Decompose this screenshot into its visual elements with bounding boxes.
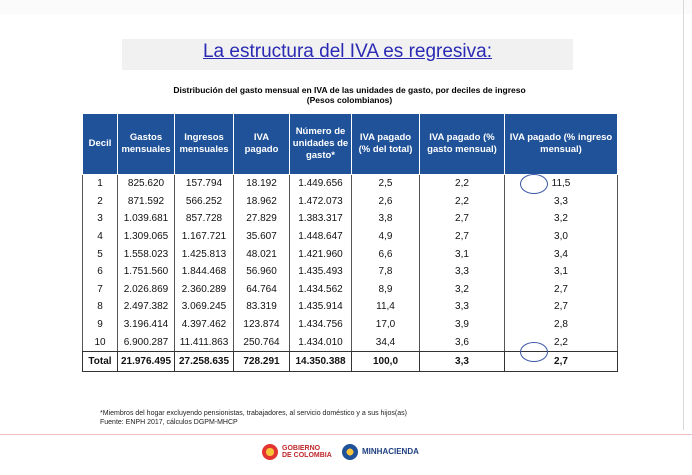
cell-iva-ingreso: 3,0 — [505, 228, 618, 246]
footer-divider — [0, 434, 692, 435]
cell-gastos: 6.900.287 — [118, 333, 175, 351]
cell-iva-total: 34,4 — [352, 333, 420, 351]
cell-decil: 1 — [83, 175, 118, 193]
cell-ingresos: 857.728 — [175, 210, 234, 228]
cell-iva-ingreso: 2,2 — [505, 333, 618, 351]
cell-iva-gasto: 3,3 — [420, 298, 505, 316]
cell-iva: 18.962 — [234, 193, 290, 211]
table-row — [83, 263, 618, 281]
header-gastos: Gastos mensuales — [118, 114, 175, 175]
table-row — [83, 228, 618, 246]
highlight-circle-decil-10 — [520, 342, 548, 362]
iva-table — [82, 113, 618, 372]
cell-unidades: 1.472.073 — [290, 193, 352, 211]
cell-iva-gasto: 2,7 — [420, 228, 505, 246]
gobierno-logo — [262, 444, 332, 460]
cell-unidades: 1.435.914 — [290, 298, 352, 316]
cell-decil: 2 — [83, 193, 118, 211]
header-decil: Decil — [83, 114, 118, 175]
cell-unidades: 1.449.656 — [290, 175, 352, 193]
footnote-note: *Miembros del hogar excluyendo pensionistas, trabajadores, al servicio doméstico y a sus hijos(as) — [100, 410, 407, 417]
footnote — [100, 409, 407, 427]
cell-decil: 7 — [83, 281, 118, 299]
cell-decil: 5 — [83, 245, 118, 263]
cell-decil: 4 — [83, 228, 118, 246]
cell-iva-gasto: 2,7 — [420, 210, 505, 228]
cell-unidades: 1.435.493 — [290, 263, 352, 281]
cell-iva-ingreso: 2,7 — [505, 298, 618, 316]
cell-iva-ingreso: 3,2 — [505, 210, 618, 228]
minhacienda-logo — [342, 444, 419, 460]
table-row — [83, 316, 618, 334]
cell-unidades: 1.434.010 — [290, 333, 352, 351]
gobierno-logo-line2: DE COLOMBIA — [282, 452, 332, 459]
cell-gastos: 2.026.869 — [118, 281, 175, 299]
cell-decil: 8 — [83, 298, 118, 316]
cell-iva-gasto: 2,2 — [420, 193, 505, 211]
top-bar — [0, 0, 692, 14]
cell-gastos: 2.497.382 — [118, 298, 175, 316]
cell-decil: 10 — [83, 333, 118, 351]
cell-ingresos: 11.411.863 — [175, 333, 234, 351]
cell-gastos: 1.309.065 — [118, 228, 175, 246]
cell-ingresos: 1.167.721 — [175, 228, 234, 246]
cell-iva-total: 17,0 — [352, 316, 420, 334]
cell-gastos: 1.039.681 — [118, 210, 175, 228]
cell-ingresos: 157.794 — [175, 175, 234, 193]
header-iva-gasto: IVA pagado (% gasto mensual) — [420, 114, 505, 175]
table-row — [83, 210, 618, 228]
cell-iva-gasto: 3,1 — [420, 245, 505, 263]
cell-iva: 35.607 — [234, 228, 290, 246]
cell-decil: 3 — [83, 210, 118, 228]
cell-iva-total: 4,9 — [352, 228, 420, 246]
total-iva: 728.291 — [234, 351, 290, 371]
table-caption-line2: (Pesos colombianos) — [306, 95, 393, 105]
table-caption — [82, 85, 617, 105]
highlight-circle-decil-1 — [520, 174, 548, 194]
total-gastos: 21.976.495 — [118, 351, 175, 371]
cell-iva-ingreso: 11,5 — [505, 175, 618, 193]
cell-decil: 9 — [83, 316, 118, 334]
cell-iva-gasto: 3,9 — [420, 316, 505, 334]
table-caption-line1: Distribución del gasto mensual en IVA de las unidades de gasto, por deciles de ingreso — [173, 85, 526, 95]
cell-iva-ingreso: 2,7 — [505, 281, 618, 299]
cell-unidades: 1.434.562 — [290, 281, 352, 299]
cell-iva-ingreso: 3,4 — [505, 245, 618, 263]
cell-iva-total: 2,5 — [352, 175, 420, 193]
cell-gastos: 871.592 — [118, 193, 175, 211]
cell-unidades: 1.434.756 — [290, 316, 352, 334]
total-iva-ingreso: 2,7 — [505, 351, 618, 371]
cell-ingresos: 4.397.462 — [175, 316, 234, 334]
footnote-source: Fuente: ENPH 2017, cálculos DGPM-MHCP — [100, 419, 238, 426]
cell-gastos: 3.196.414 — [118, 316, 175, 334]
slide-title: La estructura del IVA es regresiva: — [202, 41, 493, 62]
table-row — [83, 193, 618, 211]
cell-iva-ingreso: 2,8 — [505, 316, 618, 334]
cell-unidades: 1.383.317 — [290, 210, 352, 228]
table-row — [83, 245, 618, 263]
cell-iva-gasto: 3,6 — [420, 333, 505, 351]
cell-iva-gasto: 3,3 — [420, 263, 505, 281]
header-unidades: Número de unidades de gasto* — [290, 114, 352, 175]
cell-iva-gasto: 2,2 — [420, 175, 505, 193]
total-iva-gasto: 3,3 — [420, 351, 505, 371]
cell-iva-total: 7,8 — [352, 263, 420, 281]
cell-iva-ingreso: 3,1 — [505, 263, 618, 281]
header-iva-ingreso: IVA pagado (% ingreso mensual) — [505, 114, 618, 175]
cell-iva-total: 11,4 — [352, 298, 420, 316]
total-unidades: 14.350.388 — [290, 351, 352, 371]
cell-iva-ingreso: 3,3 — [505, 193, 618, 211]
gobierno-seal-icon — [262, 444, 278, 460]
cell-iva-total: 6,6 — [352, 245, 420, 263]
cell-gastos: 1.751.560 — [118, 263, 175, 281]
cell-ingresos: 1.844.468 — [175, 263, 234, 281]
cell-gastos: 825.620 — [118, 175, 175, 193]
cell-unidades: 1.448.647 — [290, 228, 352, 246]
minhacienda-logo-text: MINHACIENDA — [362, 447, 419, 457]
minhacienda-seal-icon — [342, 444, 358, 460]
gobierno-logo-line1: GOBIERNO — [282, 444, 321, 452]
total-decil: Total — [83, 351, 118, 371]
cell-ingresos: 3.069.245 — [175, 298, 234, 316]
slide-edge — [683, 0, 684, 430]
cell-decil: 6 — [83, 263, 118, 281]
cell-iva: 64.764 — [234, 281, 290, 299]
total-ingresos: 27.258.635 — [175, 351, 234, 371]
cell-iva: 56.960 — [234, 263, 290, 281]
cell-iva: 83.319 — [234, 298, 290, 316]
cell-ingresos: 1.425.813 — [175, 245, 234, 263]
header-iva-total: IVA pagado (% del total) — [352, 114, 420, 175]
cell-ingresos: 566.252 — [175, 193, 234, 211]
cell-iva-total: 3,8 — [352, 210, 420, 228]
total-iva-total: 100,0 — [352, 351, 420, 371]
cell-ingresos: 2.360.289 — [175, 281, 234, 299]
cell-iva: 123.874 — [234, 316, 290, 334]
cell-iva-total: 2,6 — [352, 193, 420, 211]
cell-iva: 27.829 — [234, 210, 290, 228]
cell-iva: 48.021 — [234, 245, 290, 263]
cell-iva-total: 8,9 — [352, 281, 420, 299]
header-ingresos: Ingresos mensuales — [175, 114, 234, 175]
cell-iva: 250.764 — [234, 333, 290, 351]
cell-unidades: 1.421.960 — [290, 245, 352, 263]
header-iva: IVA pagado — [234, 114, 290, 175]
table-row — [83, 281, 618, 299]
table-header-row — [83, 114, 618, 175]
table-row — [83, 298, 618, 316]
cell-gastos: 1.558.023 — [118, 245, 175, 263]
cell-iva-gasto: 3,2 — [420, 281, 505, 299]
cell-iva: 18.192 — [234, 175, 290, 193]
